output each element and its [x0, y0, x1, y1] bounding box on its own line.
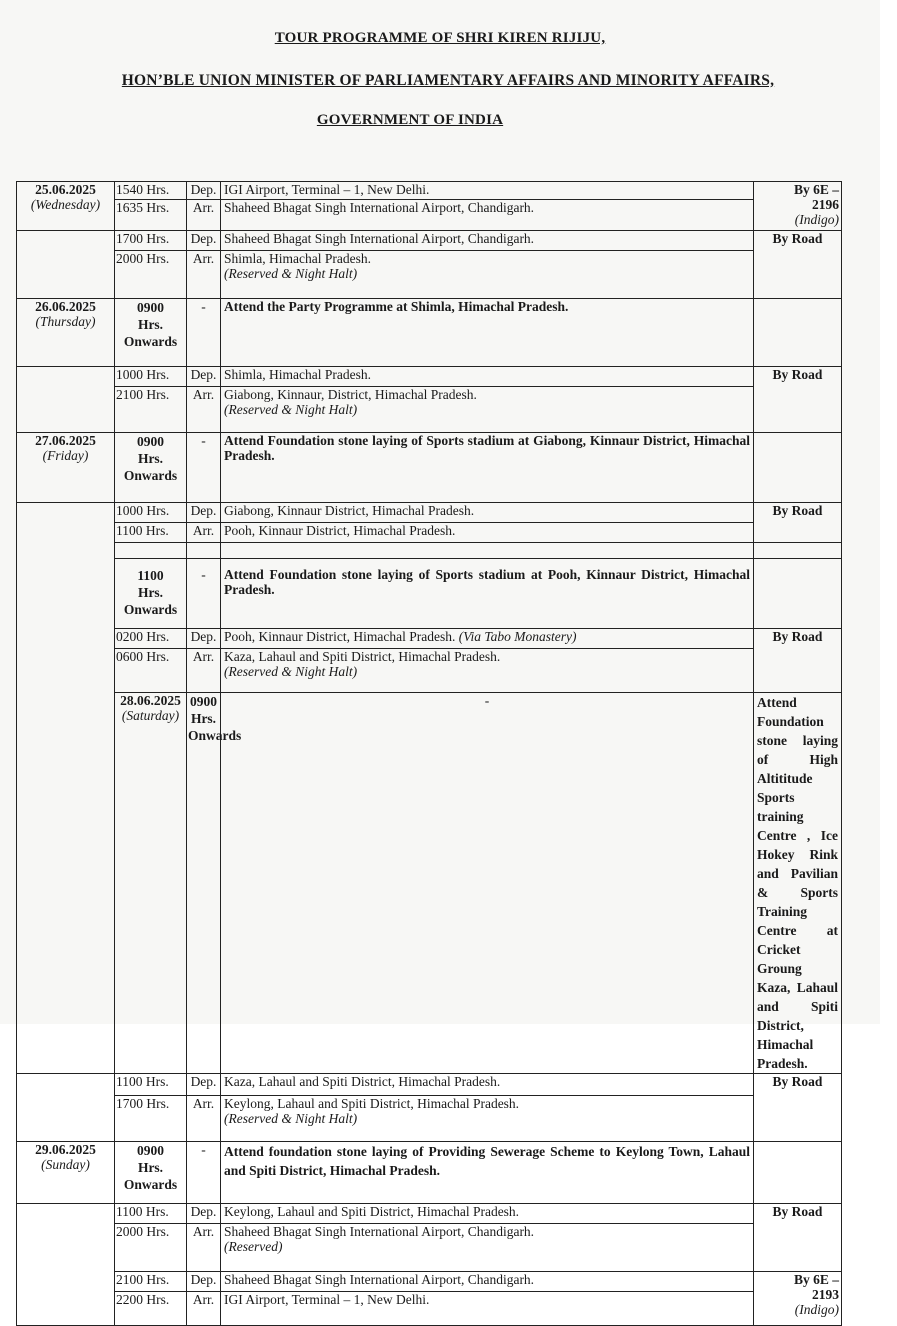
mode-cell: Arr.: [187, 1096, 221, 1142]
time-cell: 1540 Hrs.: [115, 182, 187, 200]
table-row: [17, 523, 842, 543]
time-cell: 1700 Hrs.: [115, 231, 187, 251]
weekday: (Wednesday): [30, 197, 101, 212]
table-row: [17, 1272, 842, 1292]
place-cell: [221, 387, 754, 433]
time-onwards: Onwards: [188, 728, 242, 743]
time-cell: [115, 299, 187, 367]
table-row: [17, 433, 842, 503]
mode-cell: Dep.: [187, 503, 221, 523]
place-cell: IGI Airport, Terminal – 1, New Delhi.: [221, 182, 754, 200]
mode-cell: Dep.: [187, 367, 221, 387]
weekday: (Saturday): [121, 708, 180, 723]
date-cell: [17, 182, 115, 231]
empty-cell: [187, 543, 221, 559]
mode-cell: Arr.: [187, 523, 221, 543]
table-row: [17, 649, 842, 693]
date-cell: [17, 299, 115, 367]
event-cell: Attend Foundation stone laying of Sports stadium at Giabong, Kinnaur District, Himachal Pradesh.: [221, 433, 754, 503]
time-value: 0900: [190, 694, 217, 709]
time-cell: 1000 Hrs.: [115, 503, 187, 523]
empty-cell: [115, 543, 187, 559]
mode-cell: -: [187, 433, 221, 503]
table-row: [17, 387, 842, 433]
table-row: [17, 1096, 842, 1142]
time-unit: Hrs.: [137, 585, 164, 600]
place-text: Giabong, Kinnaur, District, Himachal Pradesh.: [224, 387, 477, 402]
empty-cell: [17, 231, 115, 299]
title-line-1: TOUR PROGRAMME OF SHRI KIREN RIJIJU,: [274, 30, 606, 46]
mode-cell: -: [187, 299, 221, 367]
empty-cell: [17, 1204, 115, 1326]
table-row: [17, 1204, 842, 1224]
time-unit: Hrs.: [137, 1160, 164, 1175]
table-row: [17, 299, 842, 367]
table-row: [17, 200, 842, 231]
time-cell: 2000 Hrs.: [115, 1224, 187, 1272]
event-cell: Attend the Party Programme at Shimla, Himachal Pradesh.: [221, 299, 754, 367]
time-cell: 1700 Hrs.: [115, 1096, 187, 1142]
time-cell: [115, 433, 187, 503]
place-cell: [221, 629, 754, 649]
place-cell: Giabong, Kinnaur District, Himachal Pradesh.: [221, 503, 754, 523]
time-cell: 1635 Hrs.: [115, 200, 187, 231]
empty-cell: [17, 1074, 115, 1142]
empty-cell: [754, 559, 842, 629]
halt-note: (Reserved & Night Halt): [224, 664, 358, 679]
empty-cell: [17, 367, 115, 433]
weekday: (Sunday): [41, 1157, 90, 1172]
place-cell: [221, 649, 754, 693]
time-cell: [187, 693, 242, 1074]
transport-cell: By Road: [754, 1204, 842, 1272]
tour-schedule-table: [16, 181, 842, 1326]
page-margin: [880, 0, 897, 1024]
airline: (Indigo): [794, 212, 839, 227]
mode-cell: Arr.: [187, 387, 221, 433]
time-cell: 0200 Hrs.: [115, 629, 187, 649]
title-line-2: HON’BLE UNION MINISTER OF PARLIAMENTARY AFFAIRS AND MINORITY AFFAIRS,: [121, 72, 775, 89]
time-unit: Hrs.: [137, 317, 164, 332]
table-row: [17, 1292, 842, 1326]
mode-cell: -: [187, 1142, 221, 1204]
time-cell: 0600 Hrs.: [115, 649, 187, 693]
place-text: Kaza, Lahaul and Spiti District, Himachal Pradesh.: [224, 649, 501, 664]
transport-cell: By Road: [754, 231, 842, 299]
empty-cell: [17, 503, 115, 1074]
empty-cell: [754, 299, 842, 367]
mode-cell: Arr.: [187, 1292, 221, 1326]
event-cell: Attend Foundation stone laying of High Altititude Sports training Centre , Ice Hokey Rink and Pavilian & Sports Training Centre at Cricket Groung Kaza, Lahaul and Spiti District, Himachal Pradesh.: [754, 693, 842, 1074]
halt-note: (Reserved): [224, 1239, 283, 1254]
mode-cell: Dep.: [187, 231, 221, 251]
place-text: Pooh, Kinnaur District, Himachal Pradesh.: [224, 629, 456, 644]
time-cell: [115, 1142, 187, 1204]
time-value: 0900: [137, 434, 164, 449]
airline: (Indigo): [794, 1302, 839, 1317]
mode-cell: Arr.: [187, 200, 221, 231]
mode-cell: Dep.: [187, 182, 221, 200]
place-text: Shaheed Bhagat Singh International Airport, Chandigarh.: [224, 1224, 535, 1239]
place-cell: [221, 251, 754, 299]
place-text: Shimla, Himachal Pradesh.: [224, 251, 371, 266]
place-text: Keylong, Lahaul and Spiti District, Himachal Pradesh.: [224, 1096, 520, 1111]
weekday: (Thursday): [35, 314, 96, 329]
date: 26.06.2025: [35, 299, 96, 314]
table-row: [17, 693, 842, 1074]
place-cell: [221, 1224, 754, 1272]
place-cell: Shimla, Himachal Pradesh.: [221, 367, 754, 387]
place-cell: [221, 1096, 754, 1142]
date: 28.06.2025: [120, 693, 181, 708]
event-cell: Attend foundation stone laying of Providing Sewerage Scheme to Keylong Town, Lahaul and Spiti District, Himachal Pradesh.: [221, 1142, 754, 1204]
halt-note: (Reserved & Night Halt): [224, 1111, 358, 1126]
time-cell: 1100 Hrs.: [115, 1074, 187, 1096]
table-row: [17, 367, 842, 387]
table-row: [17, 1224, 842, 1272]
time-cell: 1000 Hrs.: [115, 367, 187, 387]
empty-cell: [221, 543, 754, 559]
time-unit: Hrs.: [190, 711, 217, 726]
place-cell: Shaheed Bhagat Singh International Airport, Chandigarh.: [221, 1272, 754, 1292]
time-cell: 1100 Hrs.: [115, 1204, 187, 1224]
place-cell: Keylong, Lahaul and Spiti District, Himachal Pradesh.: [221, 1204, 754, 1224]
time-cell: 2200 Hrs.: [115, 1292, 187, 1326]
table-row: [17, 182, 842, 200]
transport-cell: By Road: [754, 367, 842, 433]
date: 27.06.2025: [35, 433, 96, 448]
date-cell: [115, 693, 187, 1074]
mode-cell: Dep.: [187, 1074, 221, 1096]
table-row: [17, 629, 842, 649]
empty-cell: [754, 1142, 842, 1204]
empty-cell: [754, 543, 842, 559]
table-row: [17, 251, 842, 299]
time-cell: 2000 Hrs.: [115, 251, 187, 299]
mode-cell: Dep.: [187, 1204, 221, 1224]
place-cell: Shaheed Bhagat Singh International Airport, Chandigarh.: [221, 231, 754, 251]
transport-cell: [754, 182, 842, 231]
flight-number: 2193: [812, 1287, 839, 1302]
time-onwards: Onwards: [123, 602, 178, 617]
table-row: [17, 503, 842, 523]
mode-cell: Arr.: [187, 1224, 221, 1272]
transport-cell: By Road: [754, 629, 842, 693]
date: 29.06.2025: [35, 1142, 96, 1157]
time-value: 0900: [137, 300, 164, 315]
table-row: [17, 1074, 842, 1096]
mode-cell: Arr.: [187, 251, 221, 299]
table-row: [17, 559, 842, 629]
place-cell: Shaheed Bhagat Singh International Airport, Chandigarh.: [221, 200, 754, 231]
time-unit: Hrs.: [137, 451, 164, 466]
time-cell: 2100 Hrs.: [115, 387, 187, 433]
halt-note: (Reserved & Night Halt): [224, 266, 358, 281]
date-cell: [17, 433, 115, 503]
place-cell: IGI Airport, Terminal – 1, New Delhi.: [221, 1292, 754, 1326]
mode-cell: Dep.: [187, 1272, 221, 1292]
time-cell: 1100 Hrs.: [115, 523, 187, 543]
place-cell: Kaza, Lahaul and Spiti District, Himachal Pradesh.: [221, 1074, 754, 1096]
via-note: (Via Tabo Monastery): [458, 629, 577, 644]
time-cell: 2100 Hrs.: [115, 1272, 187, 1292]
time-onwards: Onwards: [123, 468, 178, 483]
time-value: 0900: [137, 1143, 164, 1158]
event-cell: Attend Foundation stone laying of Sports stadium at Pooh, Kinnaur District, Himachal Pradesh.: [221, 559, 754, 629]
mode-cell: Arr.: [187, 649, 221, 693]
empty-cell: [754, 433, 842, 503]
time-onwards: Onwards: [123, 334, 178, 349]
mode-cell: -: [221, 693, 754, 1074]
table-row: [17, 1142, 842, 1204]
transport-cell: By Road: [754, 503, 842, 543]
table-row: [17, 231, 842, 251]
halt-note: (Reserved & Night Halt): [224, 402, 358, 417]
flight-number: 2196: [812, 197, 839, 212]
time-value: 1100: [137, 568, 164, 583]
table-row: [17, 543, 842, 559]
mode-cell: -: [187, 559, 221, 629]
transport-cell: By Road: [754, 1074, 842, 1142]
time-cell: [115, 559, 187, 629]
date-cell: [17, 1142, 115, 1204]
transport-label: By 6E –: [793, 1272, 839, 1287]
place-cell: Pooh, Kinnaur District, Himachal Pradesh.: [221, 523, 754, 543]
transport-label: By 6E –: [793, 182, 839, 197]
transport-cell: [754, 1272, 842, 1326]
time-onwards: Onwards: [123, 1177, 178, 1192]
date: 25.06.2025: [35, 182, 96, 197]
weekday: (Friday): [42, 448, 89, 463]
mode-cell: Dep.: [187, 629, 221, 649]
title-line-3: GOVERNMENT OF INDIA: [316, 112, 504, 128]
